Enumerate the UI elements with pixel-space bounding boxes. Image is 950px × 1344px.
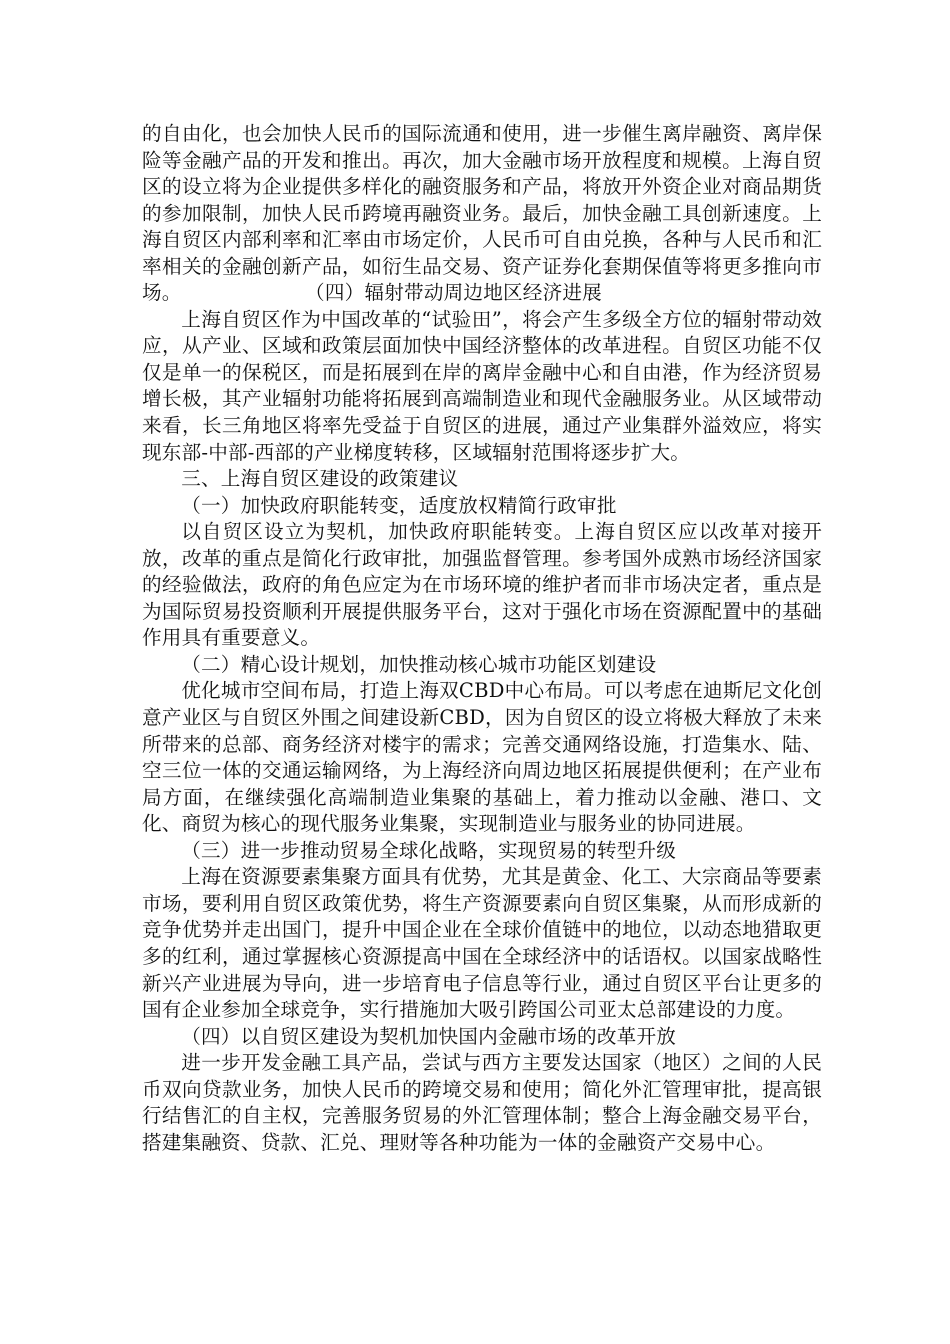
section-heading-radiation: （四）辐射带动周边地区经济进展	[314, 281, 602, 305]
document-page	[142, 121, 822, 1156]
subsection-heading-finance: （四）以自贸区建设为契机加快国内金融市场的改革开放	[181, 1024, 677, 1048]
paragraph-city-planning: 优化城市空间布局，打造上海双CBD中心布局。可以考虑在迪斯尼文化创意产业区与自贸区外围之间建设新CBD，因为自贸区的设立将极大释放了未来所带来的总部、商务经济对楼宇的需求；完善交通网络设施，打造集水、陆、空三位一体的交通运输网络，为上海经济向周边地区拓展提供便利；在产业布局方面，在继续强化高端制造业集聚的基础上，着力推动以金融、港口、文化、商贸为核心的现代服务业集聚，实现制造业与服务业的协同进展。	[142, 679, 822, 836]
paragraph-radiation-effect: 上海自贸区作为中国改革的“试验田”，将会产生多级全方位的辐射带动效应，从产业、区域和政策层面加快中国经济整体的改革进程。自贸区功能不仅仅是单一的保税区，而是拓展到在岸的离岸金融中心和自由港，作为经济贸易增长极，其产业辐射功能将拓展到高端制造业和现代金融服务业。从区域带动来看，长三角地区将率先受益于自贸区的进展，通过产业集群外溢效应，将实现东部-中部-西部的产业梯度转移，区域辐射范围将逐步扩大。	[142, 307, 822, 464]
paragraph-text: 的自由化，也会加快人民币的国际流通和使用，进一步催生离岸融资、离岸保险等金融产品的开发和推出。再次，加大金融市场开放程度和规模。上海自贸区的设立将为企业提供多样化的融资服务和产品，将放开外资企业对商品期货的参加限制，加快人民币跨境再融资业务。最后，加快金融工具创新速度。上海自贸区内部利率和汇率由市场定价，人民币可自由兑换，各种与人民币和汇率相关的金融创新产品，如衍生品交易、资产证券化套期保值等将更多推向市场。	[142, 122, 822, 305]
section-heading-policy: 三、上海自贸区建设的政策建议	[181, 467, 459, 491]
paragraph-trade-globalization: 上海在资源要素集聚方面具有优势，尤其是黄金、化工、大宗商品等要素市场，要利用自贸区政策优势，将生产资源要素向自贸区集聚，从而形成新的竞争优势并走出国门，提升中国企业在全球价值链中的地位，以动态地猎取更多的红利，通过掌握核心资源提高中国在全球经济中的话语权。以国家战略性新兴产业进展为导向，进一步培育电子信息等行业，通过自贸区平台让更多的国有企业参加全球竞争，实行措施加大吸引跨国公司亚太总部建设的力度。	[142, 865, 822, 1022]
paragraph-government-function: 以自贸区设立为契机，加快政府职能转变。上海自贸区应以改革对接开放，改革的重点是简化行政审批，加强监督管理。参考国外成熟市场经济国家的经验做法，政府的角色应定为在市场环境的维护者而非市场决定者，重点是为国际贸易投资顺利开展提供服务平台，这对于强化市场在资源配置中的基础作用具有重要意义。	[142, 520, 822, 650]
paragraph-financial-market: 进一步开发金融工具产品，尝试与西方主要发达国家（地区）之间的人民币双向贷款业务，加快人民币的跨境交易和使用；简化外汇管理审批，提高银行结售汇的自主权，完善服务贸易的外汇管理体制；整合上海金融交易平台，搭建集融资、贷款、汇兑、理财等各种功能为一体的金融资产交易中心。	[142, 1051, 822, 1154]
subsection-heading-planning: （二）精心设计规划，加快推动核心城市功能区划建设	[181, 652, 657, 676]
subsection-heading-government: （一）加快政府职能转变，适度放权精简行政审批	[181, 493, 617, 517]
subsection-heading-trade: （三）进一步推动贸易全球化战略，实现贸易的转型升级	[181, 838, 677, 862]
paragraph-financial-liberalization	[142, 121, 822, 307]
